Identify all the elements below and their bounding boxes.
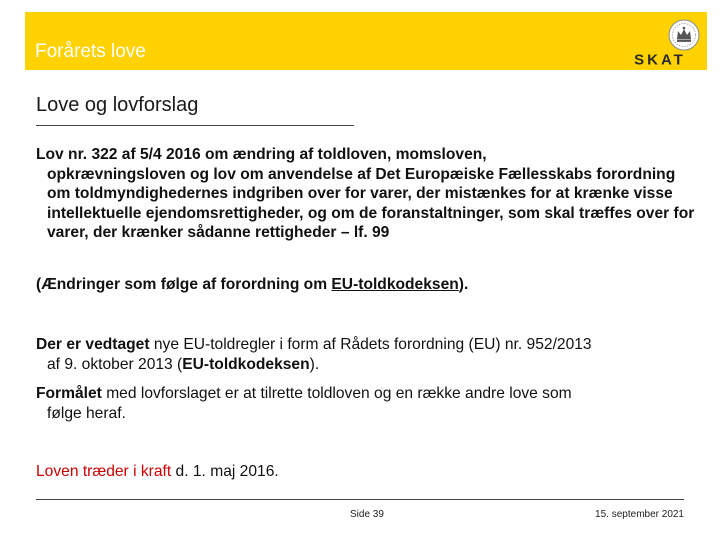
amendment-note — [36, 275, 696, 295]
law-first-line: Lov nr. 322 af 5/4 2016 om ændring af toldloven, momsloven, — [36, 146, 487, 163]
skat-logo — [619, 52, 701, 66]
footer-date: 15. september 2021 — [595, 509, 684, 520]
adopted-line2-prefix: af 9. oktober 2013 ( — [47, 355, 183, 373]
adopted-bold: Der er vedtaget — [36, 336, 150, 353]
law-continuation: opkrævningsloven og lov om anvendelse af Det Europæiske Fællesskabs forordning om toldmyndighedernes indgriben over for varer, der mistænkes for at krænke visse intellektuelle ejendomsrettigheder, og om de foranstaltninger, som skal træffes over for varer, der krænker sådanne rettigheder – lf. 99 — [47, 165, 695, 241]
effective-date-paragraph — [36, 462, 696, 482]
page-number: Side 39 — [350, 509, 384, 520]
crown-emblem-icon — [667, 18, 701, 52]
subtitle-divider — [36, 125, 354, 126]
effective-date-text: d. 1. maj 2016. — [171, 463, 279, 480]
eu-toldkodeksen-link[interactable]: EU-toldkodeksen — [331, 276, 459, 293]
purpose-bold: Formålet — [36, 385, 102, 402]
footer-divider — [36, 499, 684, 500]
amendment-suffix: ). — [458, 276, 469, 293]
slide-title: Forårets love — [35, 41, 146, 62]
adopted-paragraph — [36, 335, 696, 374]
law-paragraph — [36, 145, 696, 243]
adopted-line2-suffix: ). — [309, 355, 320, 373]
effective-red-text: Loven træder i kraft — [36, 463, 172, 480]
adopted-line2-bold: EU-toldkodeksen — [182, 355, 310, 373]
header-banner — [25, 12, 707, 70]
purpose-text: med lovforslaget er at tilrette toldloven og en række andre love som — [101, 385, 572, 402]
adopted-text: nye EU-toldregler i form af Rådets forordning (EU) nr. 952/2013 — [149, 336, 592, 353]
logo-text: SKAT — [634, 52, 686, 66]
amendment-prefix: (Ændringer som følge af forordning om — [36, 276, 332, 293]
purpose-line2: følge heraf. — [47, 404, 126, 422]
section-subtitle: Love og lovforslag — [36, 94, 199, 116]
purpose-paragraph — [36, 384, 696, 423]
